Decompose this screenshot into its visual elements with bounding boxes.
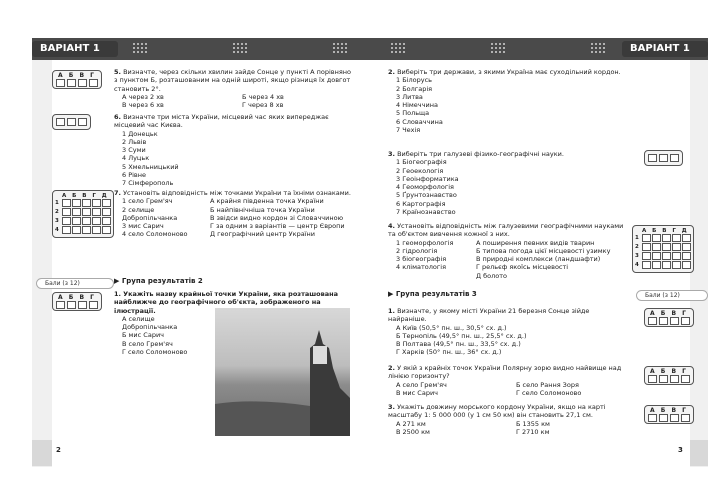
question-g3-3: 3. Укажіть довжину морського кордону України, якщо на карті масштабу 1: 5 000 000 (у 1 см 50 км) він становить 27,1 см. А 271 км В 2500 км Б 1355 км Г 2710 км bbox=[388, 403, 606, 436]
header-dots bbox=[332, 42, 348, 54]
answer-box-q6[interactable] bbox=[52, 114, 91, 130]
right-page bbox=[360, 0, 720, 482]
header-dots bbox=[590, 42, 606, 54]
corner-box bbox=[32, 440, 52, 466]
question-g2-1: 1. Укажіть назву крайньої точки України, яка розташована найближче до географічного об'єкта, зображеного на ілюстрації. А селище Добропільчанка Б мис Сарич В село Грем'яч Г село Соломоново bbox=[114, 290, 338, 357]
score-badge: Бали (з 12) bbox=[636, 290, 708, 301]
answer-box-q3[interactable] bbox=[644, 150, 683, 166]
question-2: 2. Виберіть три держави, з якими Україна має суходільний кордон. 1 Білорусь 2 Болгарія 3 Литва 4 Німеччина 5 Польща 6 Словаччина 7 Чехія bbox=[388, 68, 621, 135]
question-7: 7. Установіть відповідність між точками України та їхніми ознаками. 1 село Грем'яч 2 селище Добропільчанка 3 мис Сарич 4 село Соломоново А крайня південна точка України Б найпівнічніша точка України В звідси видно кордон зі Словаччиною Г за одним з варіантів — центр Європи Д географічний центр України bbox=[114, 189, 351, 239]
question-4: 4. Установіть відповідність між галузевими географічними науками та об'єктом вивчення кожної з них. 1 геоморфологія 2 гідрологія 3 біогеографія 4 кліматологія А поширення певних видів тварин Б типова погода цієї місцевості узимку В природні комплекси (ландшафти) Г рельєф якоїсь місцевості Д болото bbox=[388, 222, 624, 280]
answer-box-q5[interactable]: А Б В Г bbox=[52, 70, 102, 89]
group-heading: ▶ Група результатів 3 bbox=[388, 290, 477, 298]
page-number: 2 bbox=[56, 446, 61, 454]
answer-box-g3q1[interactable]: А Б В Г bbox=[644, 308, 694, 327]
score-badge: Бали (з 12) bbox=[36, 278, 114, 289]
side-strip bbox=[32, 60, 52, 467]
question-5: 5. Визначте, через скільки хвилин зайде Сонце у пункті А порівняно з пунктом Б, розташованим на одній широті, якщо різниця їх довгот становить 2°. А через 2 хв В через 6 хв Б через 4 хв Г через 8 хв bbox=[114, 68, 352, 110]
header-dots bbox=[132, 42, 148, 54]
answer-box-g3q2[interactable]: А Б В Г bbox=[644, 366, 694, 385]
corner-box bbox=[690, 440, 708, 466]
answer-box-g2q1[interactable]: А Б В Г bbox=[52, 292, 102, 311]
header-dots bbox=[390, 42, 406, 54]
castle-photo bbox=[215, 308, 350, 436]
question-g3-2: 2. У якій з крайніх точок України Полярну зорю видно найвище над лінією горизонту? А село Грем'яч В мис Сарич Б село Рання Зоря Г село Соломоново bbox=[388, 364, 622, 397]
header-dots bbox=[232, 42, 248, 54]
castle-illustration bbox=[215, 308, 350, 436]
page-number: 3 bbox=[678, 446, 683, 454]
answer-box-g3q3[interactable]: А Б В Г bbox=[644, 405, 694, 424]
group-heading: ▶ Група результатів 2 bbox=[114, 277, 203, 285]
question-6: 6. Визначте три міста України, місцевий час яких випереджає місцевий час Києва. 1 Донецьк 2 Львів 3 Суми 4 Луцьк 5 Хмельницький 6 Рівне 7 Сімферополь bbox=[114, 113, 329, 188]
question-3: 3. Виберіть три галузеві фізико-географічні науки. 1 Біогеографія 2 Геоекологія 3 Геоінформатика 4 Геоморфологія 5 Ґрунтознавство 6 Картографія 7 Країнознавство bbox=[388, 150, 564, 217]
answer-grid-q4[interactable]: А Б В Г Д 1 2 3 4 bbox=[632, 225, 694, 273]
answer-grid-q7[interactable]: А Б В Г Д 1 2 3 4 bbox=[52, 190, 114, 238]
header-dots bbox=[490, 42, 506, 54]
variant-label: ВАРІАНТ 1 bbox=[32, 41, 118, 57]
question-g3-1: 1. Визначте, у якому місті України 21 березня Сонце зійде найраніше. А Київ (50,5° пн. ш., 30,5° сх. д.) Б Тернопіль (49,5° пн. ш., 25,5° сх. д.) В Полтава (49,5° пн. ш., 33,5° сх. д.) Г Харків (50° пн. ш., 36° сх. д.) bbox=[388, 307, 590, 357]
variant-label: ВАРІАНТ 1 bbox=[622, 41, 708, 57]
